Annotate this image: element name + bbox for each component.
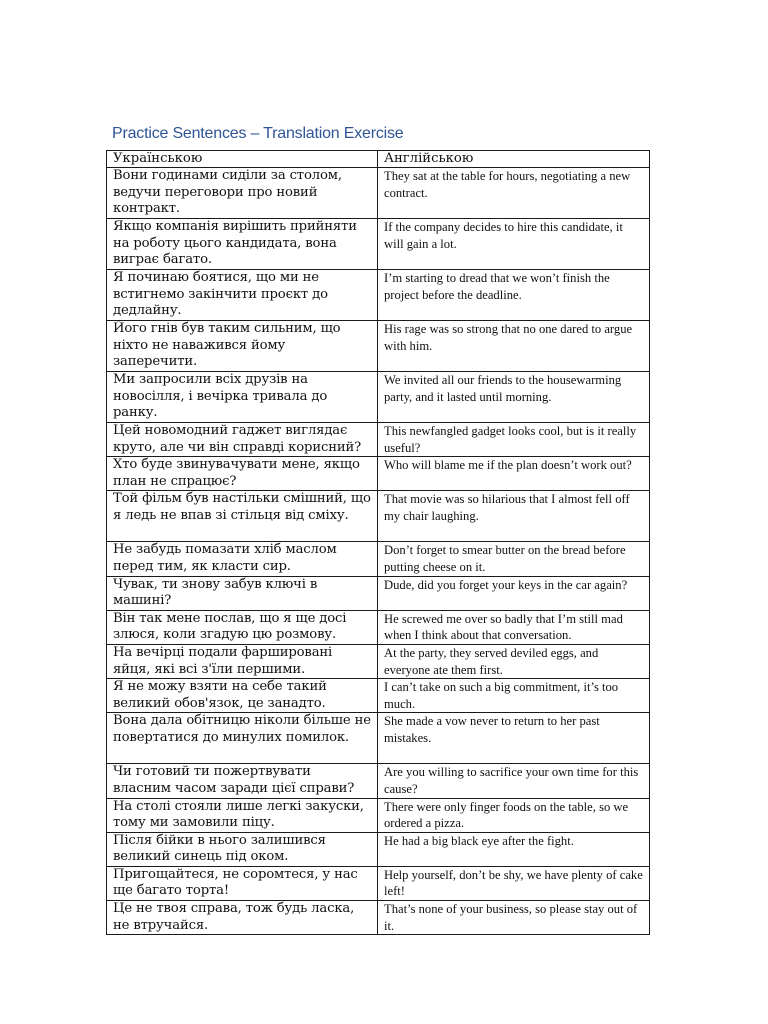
english-sentence: That’s none of your business, so please stay out of it. <box>378 901 650 935</box>
english-sentence: I’m starting to dread that we won’t finish the project before the deadline. <box>378 270 650 321</box>
table-row <box>107 832 650 866</box>
english-sentence: Are you willing to sacrifice your own time for this cause? <box>378 764 650 798</box>
english-sentence: Who will blame me if the plan doesn’t work out? <box>378 457 650 491</box>
header-english: Англійською <box>378 151 650 168</box>
document-title: Practice Sentences – Translation Exercise <box>112 125 404 142</box>
ukrainian-sentence: Він так мене послав, що я ще досі злюся, коли згадую цю розмову. <box>107 610 378 644</box>
table-row <box>107 423 650 457</box>
table-row <box>107 491 650 542</box>
ukrainian-sentence: Цей новомодний гаджет виглядає круто, але чи він справді корисний? <box>107 423 378 457</box>
english-sentence: He screwed me over so badly that I’m still mad when I think about that conversation. <box>378 610 650 644</box>
ukrainian-sentence: Хто буде звинувачувати мене, якщо план не спрацює? <box>107 457 378 491</box>
table-row <box>107 168 650 219</box>
english-sentence: Dude, did you forget your keys in the car again? <box>378 576 650 610</box>
table-row <box>107 798 650 832</box>
ukrainian-sentence: Я починаю боятися, що ми не встигнемо закінчити проєкт до дедлайну. <box>107 270 378 321</box>
english-sentence: He had a big black eye after the fight. <box>378 832 650 866</box>
english-sentence: This newfangled gadget looks cool, but is it really useful? <box>378 423 650 457</box>
english-sentence: That movie was so hilarious that I almost fell off my chair laughing. <box>378 491 650 542</box>
table-row <box>107 713 650 764</box>
table-row <box>107 576 650 610</box>
english-sentence: They sat at the table for hours, negotiating a new contract. <box>378 168 650 219</box>
ukrainian-sentence: На столі стояли лише легкі закуски, тому ми замовили піцу. <box>107 798 378 832</box>
table-row <box>107 321 650 372</box>
ukrainian-sentence: Чи готовий ти пожертвувати власним часом заради цієї справи? <box>107 764 378 798</box>
ukrainian-sentence: Його гнів був таким сильним, що ніхто не наважився йому заперечити. <box>107 321 378 372</box>
ukrainian-sentence: Це не твоя справа, тож будь ласка, не втручайся. <box>107 901 378 935</box>
table-row <box>107 542 650 576</box>
english-sentence: She made a vow never to return to her past mistakes. <box>378 713 650 764</box>
table-row <box>107 764 650 798</box>
table-row <box>107 644 650 678</box>
english-sentence: Don’t forget to smear butter on the bread before putting cheese on it. <box>378 542 650 576</box>
english-sentence: Help yourself, don’t be shy, we have plenty of cake left! <box>378 866 650 900</box>
english-sentence: If the company decides to hire this candidate, it will gain a lot. <box>378 219 650 270</box>
ukrainian-sentence: Я не можу взяти на себе такий великий обов'язок, це занадто. <box>107 679 378 713</box>
table-row <box>107 901 650 935</box>
english-sentence: His rage was so strong that no one dared to argue with him. <box>378 321 650 372</box>
translation-table <box>106 150 650 935</box>
table-row <box>107 610 650 644</box>
english-sentence: At the party, they served deviled eggs, and everyone ate them first. <box>378 644 650 678</box>
ukrainian-sentence: Пригощайтеся, не соромтеся, у нас ще багато торта! <box>107 866 378 900</box>
ukrainian-sentence: Після бійки в нього залишився великий синець під оком. <box>107 832 378 866</box>
ukrainian-sentence: Якщо компанія вирішить прийняти на роботу цього кандидата, вона виграє багато. <box>107 219 378 270</box>
table-row <box>107 270 650 321</box>
ukrainian-sentence: Не забудь помазати хліб маслом перед тим, як класти сир. <box>107 542 378 576</box>
table-row <box>107 679 650 713</box>
table-row <box>107 219 650 270</box>
ukrainian-sentence: На вечірці подали фаршировані яйця, які всі з'їли першими. <box>107 644 378 678</box>
header-ukrainian: Українською <box>107 151 378 168</box>
ukrainian-sentence: Той фільм був настільки смішний, що я ледь не впав зі стільця від сміху. <box>107 491 378 542</box>
ukrainian-sentence: Ми запросили всіх друзів на новосілля, і вечірка тривала до ранку. <box>107 372 378 423</box>
table-row <box>107 457 650 491</box>
english-sentence: I can’t take on such a big commitment, it’s too much. <box>378 679 650 713</box>
table-row <box>107 372 650 423</box>
ukrainian-sentence: Вони годинами сиділи за столом, ведучи переговори про новий контракт. <box>107 168 378 219</box>
ukrainian-sentence: Чувак, ти знову забув ключі в машині? <box>107 576 378 610</box>
english-sentence: We invited all our friends to the housewarming party, and it lasted until morning. <box>378 372 650 423</box>
table-header-row <box>107 151 650 168</box>
ukrainian-sentence: Вона дала обітницю ніколи більше не повертатися до минулих помилок. <box>107 713 378 764</box>
table-row <box>107 866 650 900</box>
english-sentence: There were only finger foods on the table, so we ordered a pizza. <box>378 798 650 832</box>
